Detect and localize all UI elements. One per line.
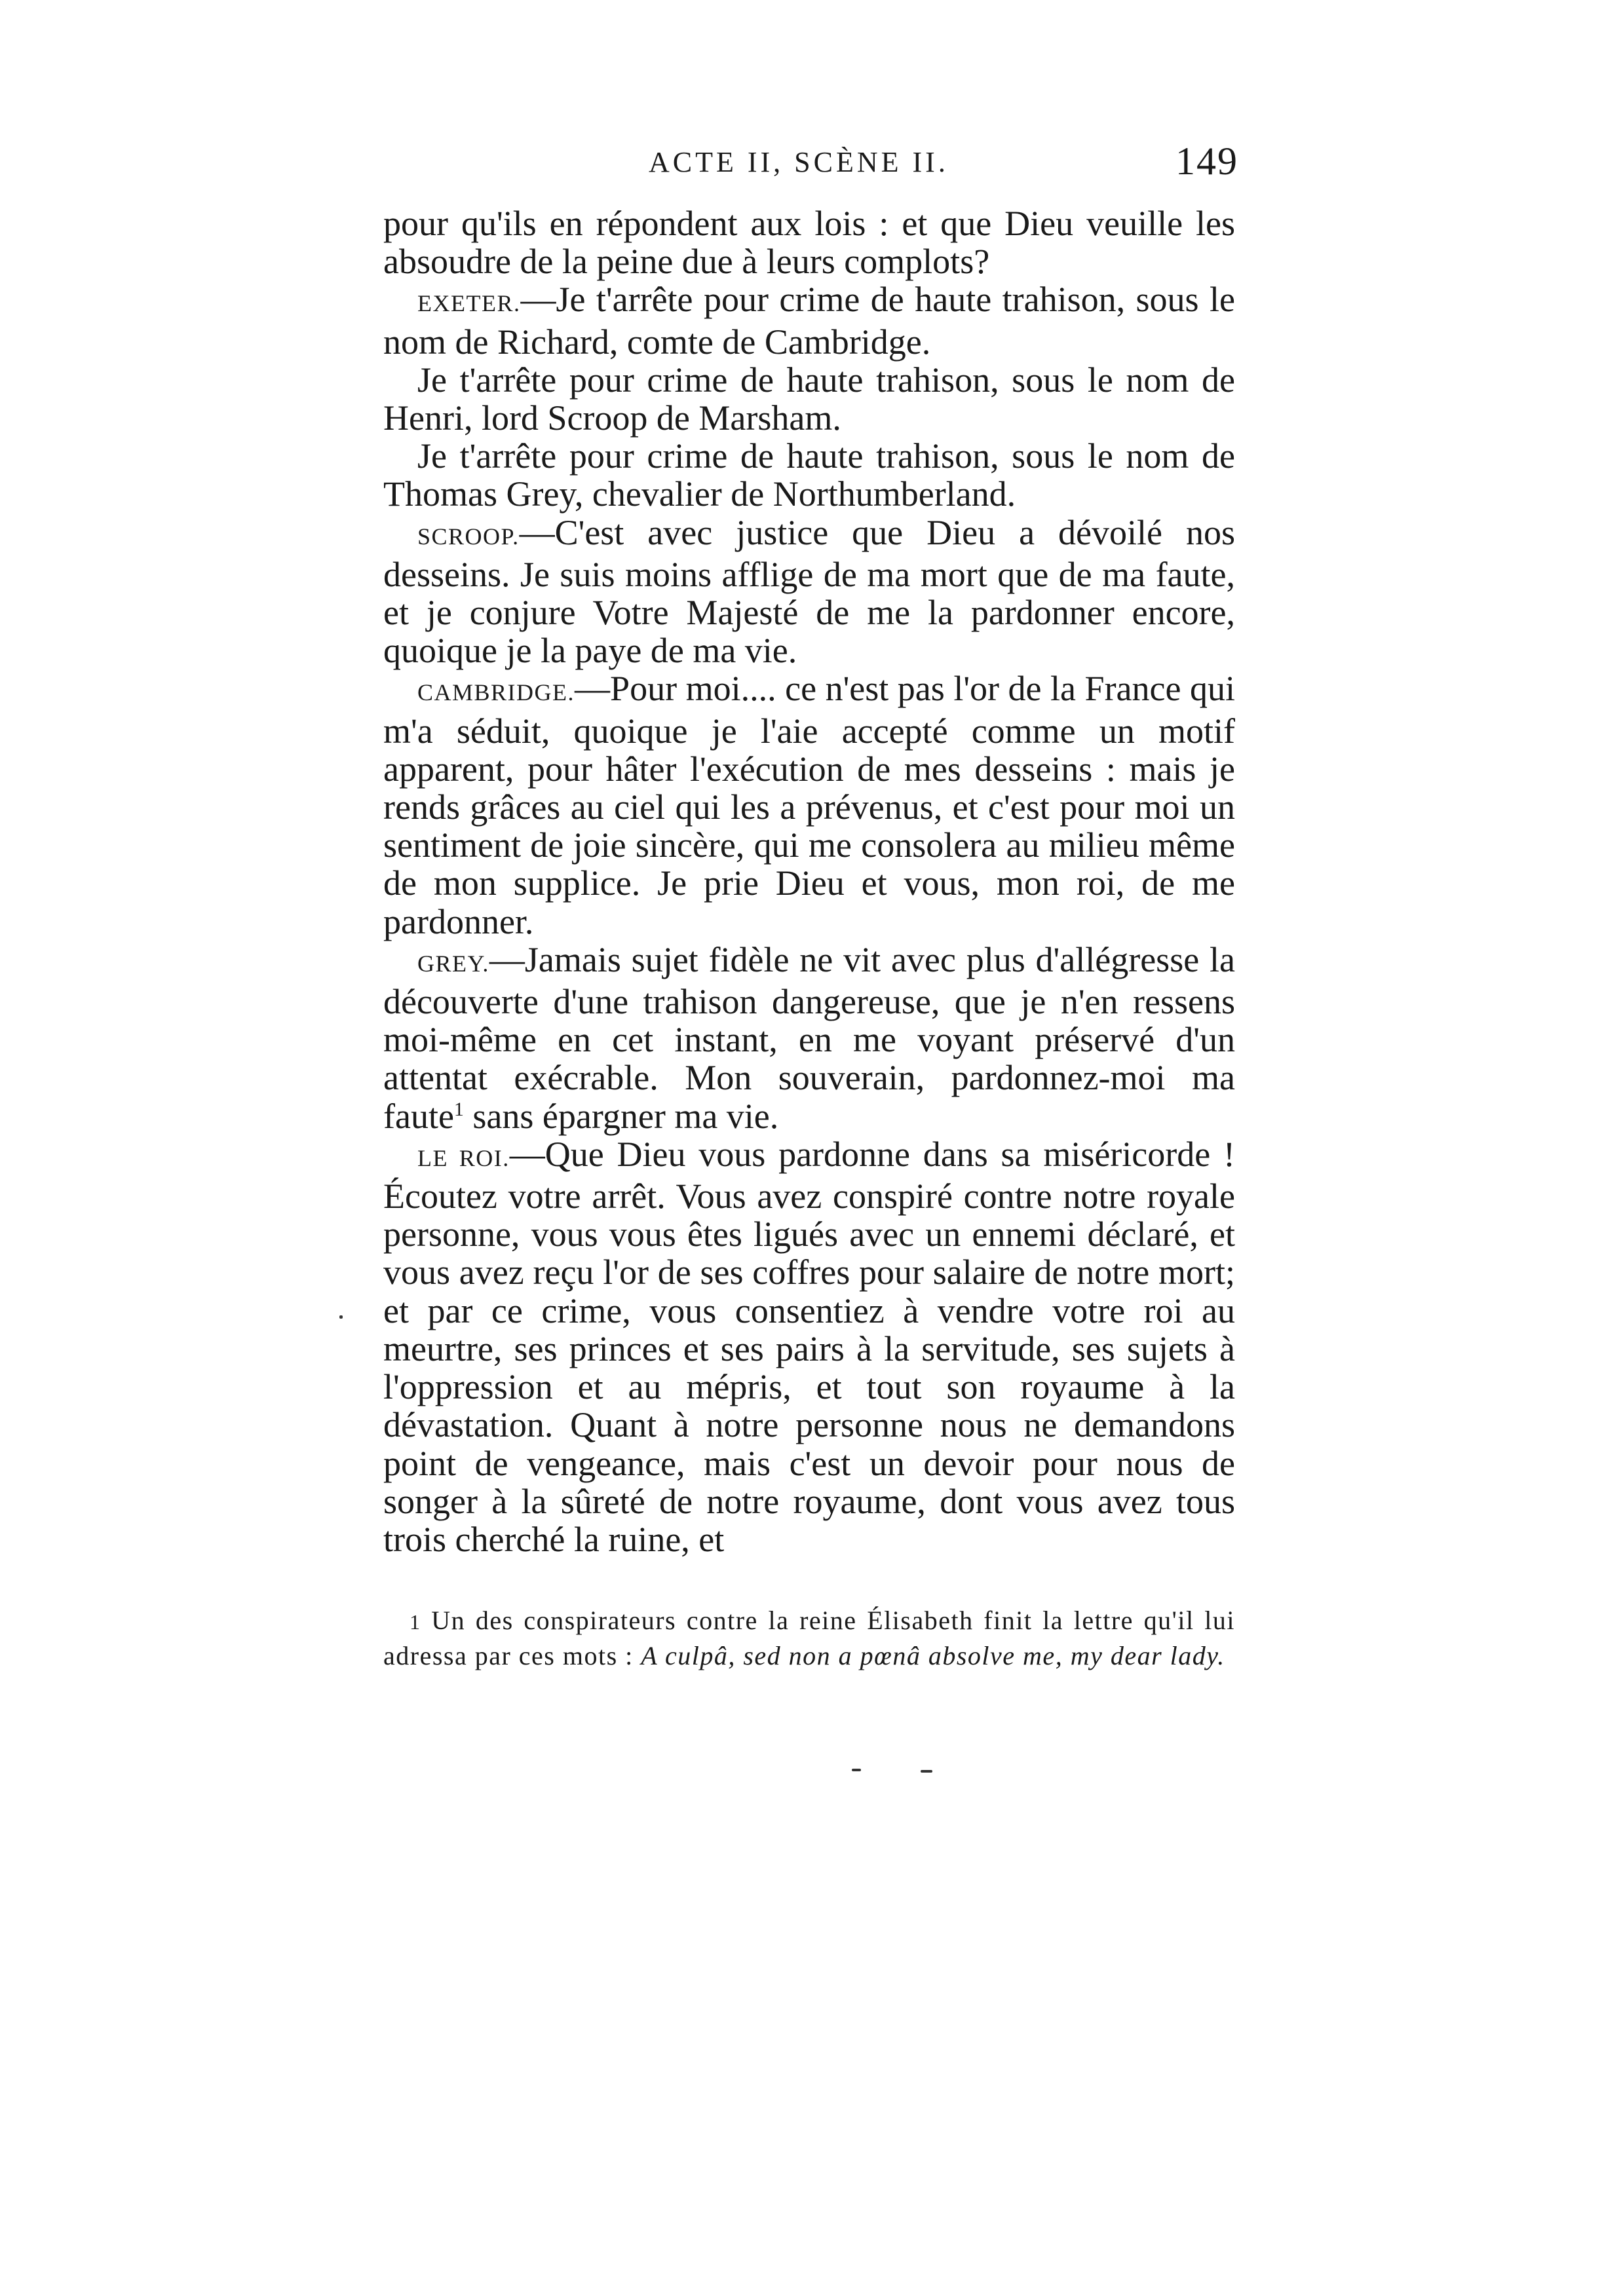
footnote-reference[interactable]: 1 (453, 1098, 464, 1120)
footnote (383, 1604, 1235, 1673)
print-speck (339, 1315, 343, 1319)
speech-exeter (383, 280, 1235, 360)
page-header (649, 140, 1238, 191)
speech-continuation (383, 437, 1235, 513)
speech-text: Je t'arrête pour crime de haute trahison, sous le nom de Henri, lord Scroop de Marsham. (383, 360, 1235, 438)
speech-continuation (383, 361, 1235, 437)
paragraph-continuation (383, 204, 1235, 280)
speaker-name: CAMBRIDGE. (417, 679, 575, 706)
page-number: 149 (1175, 140, 1238, 183)
paragraph-text: pour qu'ils en répondent aux lois : et que Dieu veuille les absoudre de la peine due à leurs complots? (383, 204, 1235, 282)
body-text (383, 204, 1235, 1558)
print-speck (921, 1770, 932, 1773)
speech-grey (383, 941, 1235, 1135)
speech-cambridge (383, 669, 1235, 940)
speaker-name: EXETER. (417, 290, 521, 317)
footnote-quote: A culpâ, sed non a pœnâ absolve me, my dear lady. (641, 1641, 1225, 1670)
footnote-text: Un des conspirateurs contre la reine Élisabeth finit la lettre qu'il lui adressa par ces mots : (383, 1606, 1235, 1670)
running-head: ACTE II, SCÈNE II. (649, 146, 949, 178)
speech-text: sans épargner ma vie. (463, 1096, 779, 1136)
speech-le-roi (383, 1135, 1235, 1558)
print-speck (852, 1769, 861, 1771)
speech-text: —Que Dieu vous pardonne dans sa miséricorde ! Écoutez votre arrêt. Vous avez conspiré contre notre royale personne, vous vous êtes ligués avec un ennemi déclaré, et vous avez reçu l'or de ses coffres pour salaire de notre mort; et par ce crime, vous consentiez à vendre votre roi au meurtre, ses princes et ses pairs à la servitude, ses sujets à l'oppression et au mépris, et tout son royaume à la dévastation. Quant à notre personne nous ne demandons point de vengeance, mais c'est un devoir pour nous de songer à la sûreté de notre royaume, dont vous avez tous trois cherché la ruine, et (383, 1134, 1235, 1559)
speech-text: Je t'arrête pour crime de haute trahison, sous le nom de Thomas Grey, chevalier de Northumberland. (383, 436, 1235, 514)
footnote-mark: 1 (410, 1610, 421, 1634)
speaker-name: GREY. (417, 950, 489, 977)
speech-scroop (383, 514, 1235, 670)
speech-text: —Jamais sujet fidèle ne vit avec plus d'allégresse la découverte d'une trahison dangereuse, que je n'en ressens moi-même en cet instant, en me voyant préservé d'un attentat exécrable. Mon souverain, pardonnez-moi ma faute (383, 939, 1235, 1136)
speech-text: —C'est avec justice que Dieu a dévoilé nos desseins. Je suis moins afflige de ma mort que de ma faute, et je conjure Votre Majesté de me la pardonner encore, quoique je la paye de ma vie. (383, 512, 1235, 671)
speech-text: —Pour moi.... ce n'est pas l'or de la France qui m'a séduit, quoique je l'aie accepté comme un motif apparent, pour hâter l'exécution de mes desseins : mais je rends grâces au ciel qui les a prévenus, et c'est pour moi un sentiment de joie sincère, qui me consolera au milieu même de mon supplice. Je prie Dieu et vous, mon roi, de me pardonner. (383, 669, 1235, 941)
speaker-name: LE ROI. (417, 1144, 510, 1171)
speech-text: —Je t'arrête pour crime de haute trahison, sous le nom de Richard, comte de Cambridge. (383, 280, 1235, 362)
speaker-name: SCROOP. (417, 523, 520, 550)
